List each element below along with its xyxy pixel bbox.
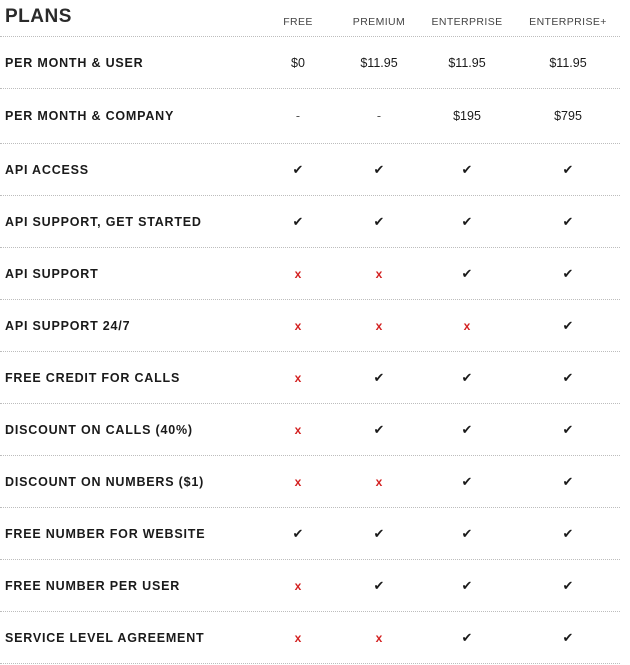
row-label: SERVICE LEVEL AGREEMENT	[5, 630, 205, 645]
cross-icon: x	[375, 630, 383, 645]
check-icon: ✔	[373, 161, 385, 177]
check-icon: ✔	[461, 473, 473, 489]
check-icon: ✔	[373, 577, 385, 593]
table-row	[0, 89, 620, 144]
row-label: PER MONTH & USER	[5, 55, 144, 70]
page-title: PLANS	[5, 6, 72, 27]
check-icon: ✔	[562, 213, 574, 229]
row-label: DISCOUNT ON CALLS (40%)	[5, 422, 193, 437]
check-icon: ✔	[562, 265, 574, 281]
cross-icon: x	[294, 422, 302, 437]
cross-icon: x	[294, 266, 302, 281]
check-icon: ✔	[562, 629, 574, 645]
row-label: PER MONTH & COMPANY	[5, 109, 175, 123]
check-icon: ✔	[461, 525, 473, 541]
cross-icon: x	[375, 318, 383, 333]
cross-icon: x	[375, 474, 383, 489]
row-label: FREE NUMBER FOR WEBSITE	[5, 526, 206, 541]
row-label: API SUPPORT, GET STARTED	[5, 214, 202, 229]
check-icon: ✔	[292, 161, 304, 177]
check-icon: ✔	[373, 213, 385, 229]
table-row	[0, 196, 620, 248]
check-icon: ✔	[461, 629, 473, 645]
cross-icon: x	[294, 474, 302, 489]
price-value: $11.95	[448, 55, 486, 70]
check-icon: ✔	[292, 525, 304, 541]
check-icon: ✔	[292, 213, 304, 229]
table-row	[0, 508, 620, 560]
cross-icon: x	[294, 318, 302, 333]
price-value: $795	[554, 109, 582, 123]
table-row	[0, 248, 620, 300]
check-icon: ✔	[461, 369, 473, 385]
check-icon: ✔	[562, 369, 574, 385]
row-label: FREE CREDIT FOR CALLS	[5, 370, 181, 385]
column-header-free: FREE	[283, 16, 313, 28]
dash-icon: -	[295, 109, 301, 123]
row-label: DISCOUNT ON NUMBERS ($1)	[5, 474, 205, 489]
column-header-premium: PREMIUM	[352, 16, 406, 28]
row-label: API SUPPORT	[5, 266, 99, 281]
check-icon: ✔	[461, 265, 473, 281]
check-icon: ✔	[562, 525, 574, 541]
row-label: API SUPPORT 24/7	[5, 318, 131, 333]
table-row	[0, 404, 620, 456]
check-icon: ✔	[562, 577, 574, 593]
price-value: $0	[291, 55, 305, 70]
table-row	[0, 37, 620, 89]
check-icon: ✔	[373, 421, 385, 437]
cross-icon: x	[294, 630, 302, 645]
check-icon: ✔	[562, 473, 574, 489]
row-label: FREE NUMBER PER USER	[5, 578, 181, 593]
dash-icon: -	[376, 109, 382, 123]
check-icon: ✔	[562, 421, 574, 437]
table-row	[0, 144, 620, 196]
table-row	[0, 612, 620, 664]
cross-icon: x	[375, 266, 383, 281]
table-row	[0, 560, 620, 612]
row-label: API ACCESS	[5, 162, 89, 177]
table-header	[0, 0, 620, 37]
cross-icon: x	[463, 318, 471, 333]
column-header-enterprise: ENTERPRISE	[431, 16, 503, 28]
table-body	[0, 37, 620, 664]
cross-icon: x	[294, 370, 302, 385]
check-icon: ✔	[461, 577, 473, 593]
cross-icon: x	[294, 578, 302, 593]
check-icon: ✔	[461, 421, 473, 437]
check-icon: ✔	[373, 525, 385, 541]
table-row	[0, 300, 620, 352]
check-icon: ✔	[562, 317, 574, 333]
check-icon: ✔	[562, 161, 574, 177]
check-icon: ✔	[373, 369, 385, 385]
table-row	[0, 352, 620, 404]
column-header-enterprise-plus: ENTERPRISE+	[529, 16, 607, 28]
check-icon: ✔	[461, 213, 473, 229]
price-value: $11.95	[549, 55, 587, 70]
price-value: $11.95	[360, 55, 398, 70]
check-icon: ✔	[461, 161, 473, 177]
table-row	[0, 456, 620, 508]
price-value: $195	[453, 109, 481, 123]
